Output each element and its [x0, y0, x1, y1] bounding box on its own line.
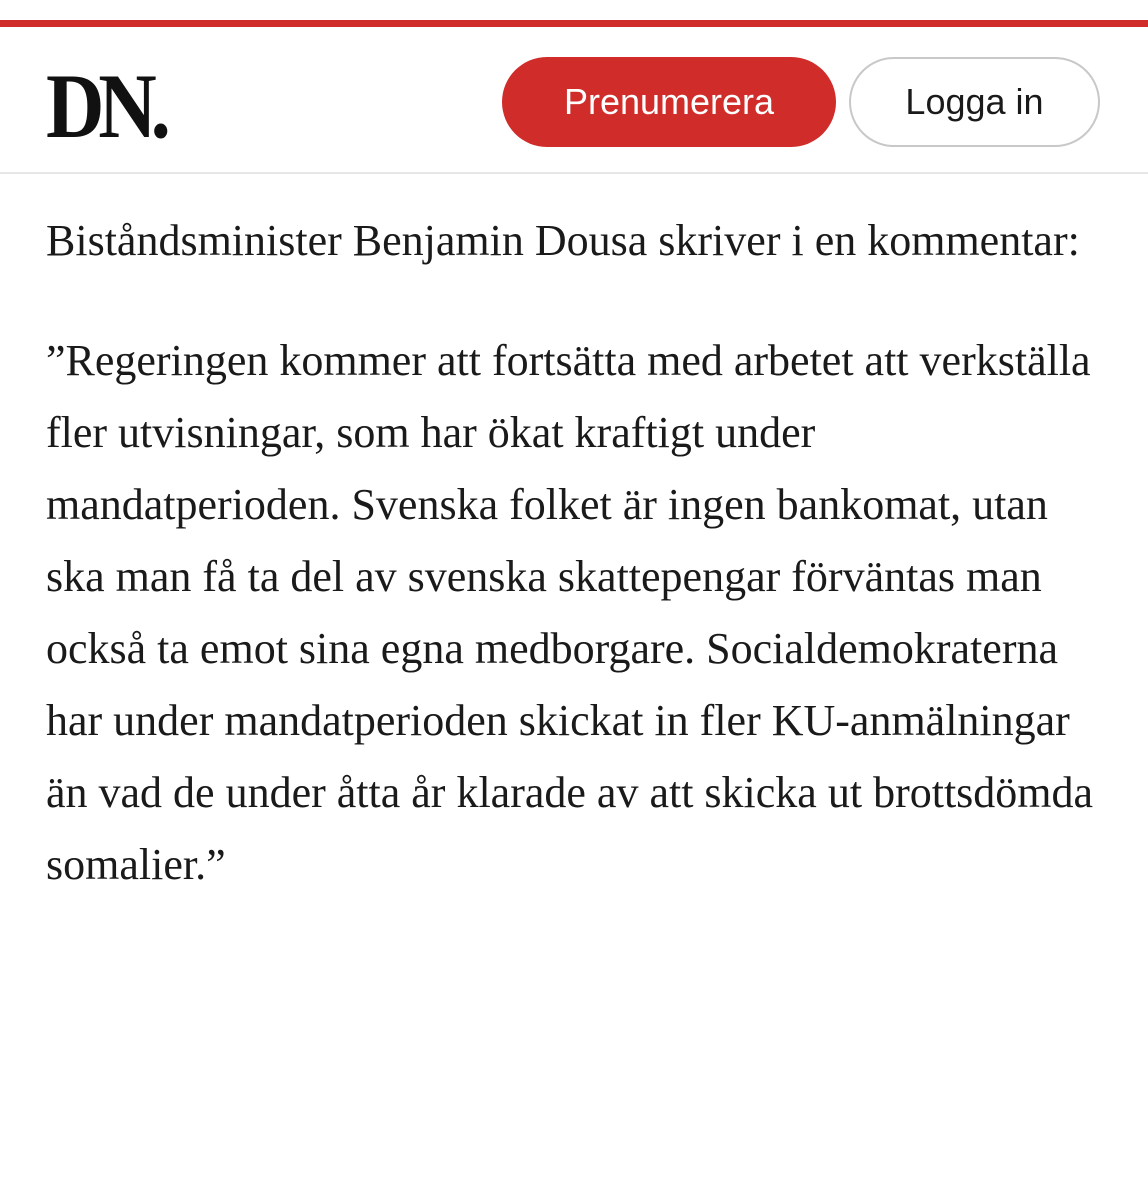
article-quote-paragraph: ”Regeringen kommer att fortsätta med arbetet att verkställa fler utvisningar, som har ökat kraftigt under mandatperioden. Svenska folket är ingen bankomat, utan ska man få ta del av svenska skattepengar förväntas man också ta emot sina egna medborgare. Socialdemokraterna har under mandatperioden skickat in fler KU-anmälningar än vad de under åtta år klarade av att skicka ut brottsdömda somalier.” [46, 336, 1094, 889]
site-header [0, 27, 1148, 174]
dn-logo[interactable]: DN. [46, 55, 165, 157]
subscribe-button[interactable]: Prenumerera [502, 57, 836, 147]
article-body [46, 205, 1106, 901]
login-button[interactable]: Logga in [849, 57, 1100, 147]
brand-top-bar [0, 20, 1148, 27]
article-intro-paragraph: Biståndsminister Benjamin Dousa skriver i en kommentar: [46, 216, 1080, 265]
